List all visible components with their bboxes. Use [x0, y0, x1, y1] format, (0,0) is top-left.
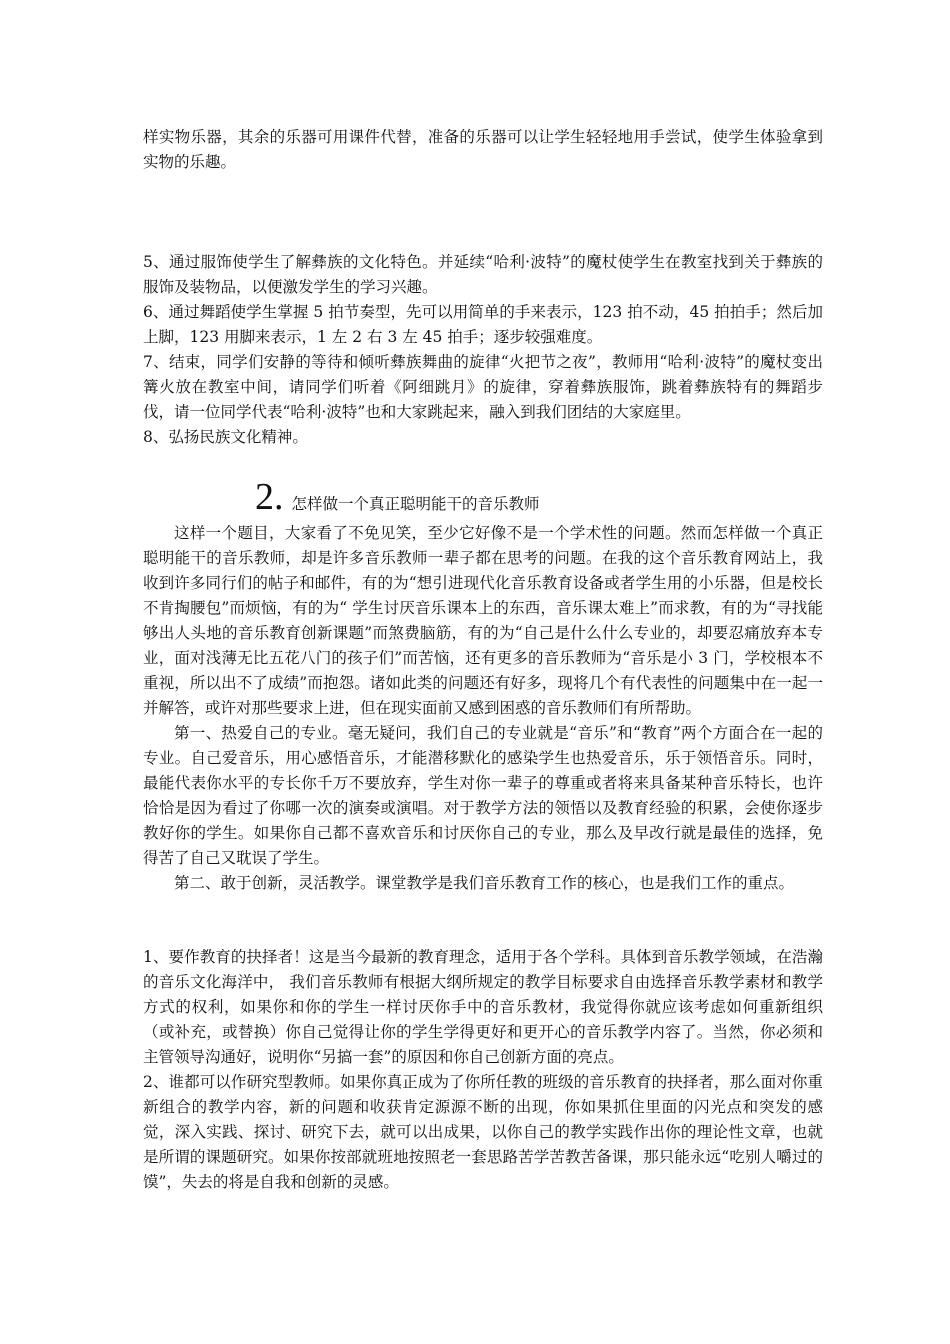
- heading-number: 2: [255, 476, 274, 518]
- numbered-list-section-1: [143, 250, 823, 450]
- numbered-list-section-2: [143, 945, 823, 1195]
- list-item-7: 7、结束，同学们安静的等待和倾听彝族舞曲的旋律“火把节之夜”，教师用“哈利·波特”的魔杖变出篝火放在教室中间，请同学们听着《阿细跳月》的旋律，穿着彝族服饰，跳着彝族特有的舞蹈步伐，请一位同学代表“哈利·波特”也和大家跳起来，融入到我们团结的大家庭里。: [143, 353, 823, 421]
- intro-paragraph: 这样一个题目，大家看了不免见笑，至少它好像不是一个学术性的问题。然而怎样做一个真正聪明能干的音乐教师，却是许多音乐教师一辈子都在思考的问题。在我的这个音乐教育网站上，我收到许多同行们的帖子和邮件，有的为“想引进现代化音乐教育设备或者学生用的小乐器，但是校长不肯掏腰包”而烦恼，有的为“ 学生讨厌音乐课本上的东西，音乐课太难上”而求教，有的为“寻找能够出人头地的音乐教育创新课题”而煞费脑筋，有的为“自己是什么什么专业的，却要忍痛放弃本专业，面对浅薄无比五花八门的孩子们”而苦恼，还有更多的音乐教师为“音乐是小 3 门，学校根本不重视，所以出不了成绩”而抱怨。诸如此类的问题还有好多，现将几个有代表性的问题集中在一起一并解答，或许对那些要求上进，但在现实面前又感到困惑的音乐教师们有所帮助。: [143, 524, 823, 717]
- continued-paragraph-block: [143, 125, 823, 175]
- point-two-paragraph: 第二、敢于创新，灵活教学。课堂教学是我们音乐教育工作的核心，也是我们工作的重点。: [174, 874, 795, 892]
- body-section: [143, 521, 823, 896]
- list-item-8: 8、弘扬民族文化精神。: [143, 428, 308, 446]
- point-one-paragraph: 第一、热爱自己的专业。毫无疑问，我们自己的专业就是“音乐”和“教育”两个方面合在一起的专业。自己爱音乐，用心感悟音乐，才能潜移默化的感染学生也热爱音乐，乐于领悟音乐。同时，最能代表你水平的专长你千万不要放弃，学生对你一辈子的尊重或者将来具备某种音乐特长，也许恰恰是因为看过了你哪一次的演奏或演唱。对于教学方法的领悟以及教育经验的积累，会使你逐步教好你的学生。如果你自己都不喜欢音乐和讨厌你自己的专业，那么及早改行就是最佳的选择，免得苦了自己又耽误了学生。: [143, 724, 823, 867]
- heading-title: 怎样做一个真正聪明能干的音乐教师: [291, 495, 540, 513]
- heading-dot: .: [274, 476, 284, 518]
- list-item-1: 1、要作教育的抉择者！这是当今最新的教育理念，适用于各个学科。具体到音乐教学领域，在浩瀚的音乐文化海洋中， 我们音乐教师有根据大纲所规定的教学目标要求自由选择音乐教学素材和教学方式的权利，如果你和你的学生一样讨厌你手中的音乐教材，我觉得你就应该考虑如何重新组织（或补充，或替换）你自己觉得让你的学生学得更好和更开心的音乐教学内容了。当然，你必须和主管领导沟通好，说明你“另搞一套”的原因和你自己创新方面的亮点。: [143, 948, 823, 1066]
- continued-paragraph: 样实物乐器，其余的乐器可用课件代替，准备的乐器可以让学生轻轻地用手尝试，使学生体验拿到实物的乐趣。: [143, 128, 823, 171]
- list-item-5: 5、通过服饰使学生了解彝族的文化特色。并延续“哈利·波特”的魔杖使学生在教室找到关于彝族的服饰及装物品，以便激发学生的学习兴趣。: [143, 253, 823, 296]
- list-item-2: 2、谁都可以作研究型教师。如果你真正成为了你所任教的班级的音乐教育的抉择者，那么面对你重新组合的教学内容，新的问题和收获肯定源源不断的出现，你如果抓住里面的闪光点和突发的感觉，深入实践、探讨、研究下去，就可以出成果，以你自己的教学实践作出你的理论性文章，也就是所谓的课题研究。如果你按部就班地按照老一套思路苦学苦教苦备课，那只能永远“吃别人嚼过的馍”，失去的将是自我和创新的灵感。: [143, 1073, 823, 1191]
- section-heading: [255, 477, 540, 517]
- list-item-6: 6、通过舞蹈使学生掌握 5 拍节奏型，先可以用简单的手来表示，123 拍不动，45 拍拍手；然后加上脚，123 用脚来表示，1 左 2 右 3 左 45 拍手；逐步较强难度。: [143, 303, 823, 346]
